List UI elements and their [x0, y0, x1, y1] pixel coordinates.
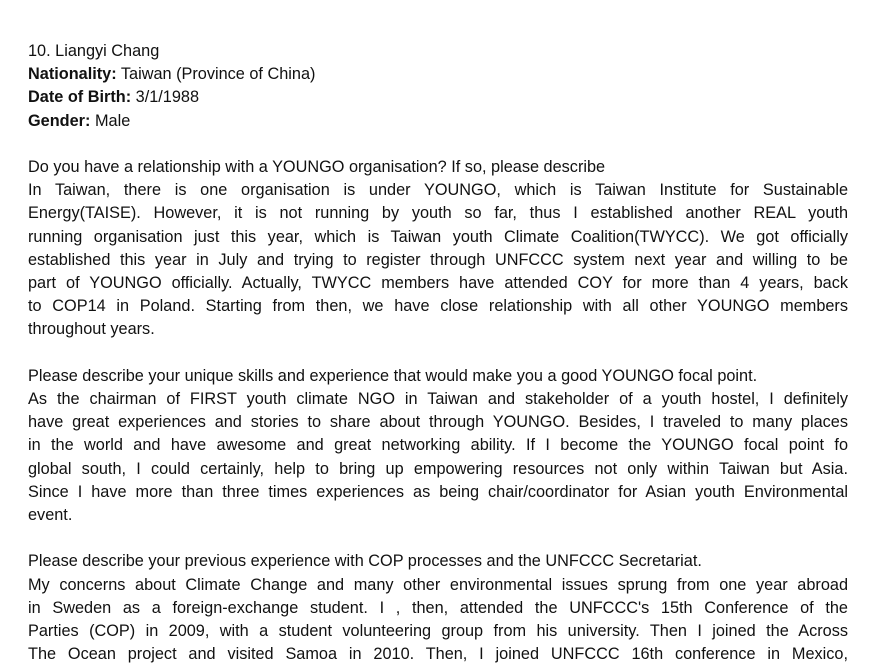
nationality-row	[28, 63, 848, 86]
answer-line: My concerns about Climate Change and many other environmental issues sprung from one year abroad	[28, 575, 848, 594]
document-body	[28, 40, 848, 666]
answer-line: global south, I could certainly, help to bring up empowering resources not only within Taiwan but Asia.	[28, 459, 848, 478]
candidate-name: 10. Liangyi Chang	[28, 42, 160, 60]
spacer	[28, 342, 848, 365]
question-cop-experience: Please describe your previous experience with COP processes and the UNFCCC Secretariat.	[28, 552, 702, 571]
gender-value: Male	[90, 111, 131, 130]
answer-line: The Ocean project and visited Samoa in 2010. Then, I joined UNFCCC 16th conference in Mexico,	[28, 645, 848, 664]
spacer	[28, 133, 848, 156]
answer-line: In Taiwan, there is one organisation is under YOUNGO, which is Taiwan Institute for Sustainable	[28, 181, 848, 200]
answer-line: Parties (COP) in 2009, with a student volunteering group from his university. Then I joined the Across	[28, 622, 848, 641]
answer-line: As the chairman of FIRST youth climate NGO in Taiwan and stakeholder of a youth hostel, I definitely	[28, 390, 848, 409]
answer-line-last: event.	[28, 506, 73, 525]
question-unique-skills: Please describe your unique skills and experience that would make you a good YOUNGO focal point.	[28, 366, 758, 385]
gender-label: Gender:	[28, 111, 91, 130]
answer-line-last: throughout years.	[28, 320, 155, 339]
answer-line: to COP14 in Poland. Starting from then, we have close relationship with all other YOUNGO members	[28, 297, 848, 316]
dob-label: Date of Birth:	[28, 88, 132, 107]
spacer	[28, 527, 848, 550]
nationality-value: Taiwan (Province of China)	[116, 65, 316, 84]
answer-line: running organisation just this year, which is Taiwan youth Climate Coalition(TWYCC). We got officially	[28, 227, 848, 246]
answer-line: part of YOUNGO officially. Actually, TWYCC members have attended COY for more than 4 years, back	[28, 274, 848, 293]
answer-line: in the world and have awesome and great networking ability. If I become the YOUNGO focal point fo	[28, 436, 848, 455]
dob-row	[28, 86, 848, 109]
answer-line: in Sweden as a foreign-exchange student. I , then, attended the UNFCCC's 15th Conference of the	[28, 598, 848, 617]
answer-line: Since I have more than three times experiences as being chair/coordinator for Asian youth Environmental	[28, 482, 848, 501]
gender-row	[28, 110, 848, 133]
dob-value: 3/1/1988	[131, 88, 200, 107]
answer-line: have great experiences and stories to share about through YOUNGO. Besides, I traveled to many places	[28, 413, 848, 432]
answer-line: established this year in July and trying to register through UNFCCC system next year and willing to be	[28, 250, 848, 269]
nationality-label: Nationality:	[28, 65, 117, 84]
answer-line: Energy(TAISE). However, it is not running by youth so far, thus I established another REAL youth	[28, 204, 848, 223]
question-youngo-relationship: Do you have a relationship with a YOUNGO organisation? If so, please describe	[28, 158, 606, 176]
